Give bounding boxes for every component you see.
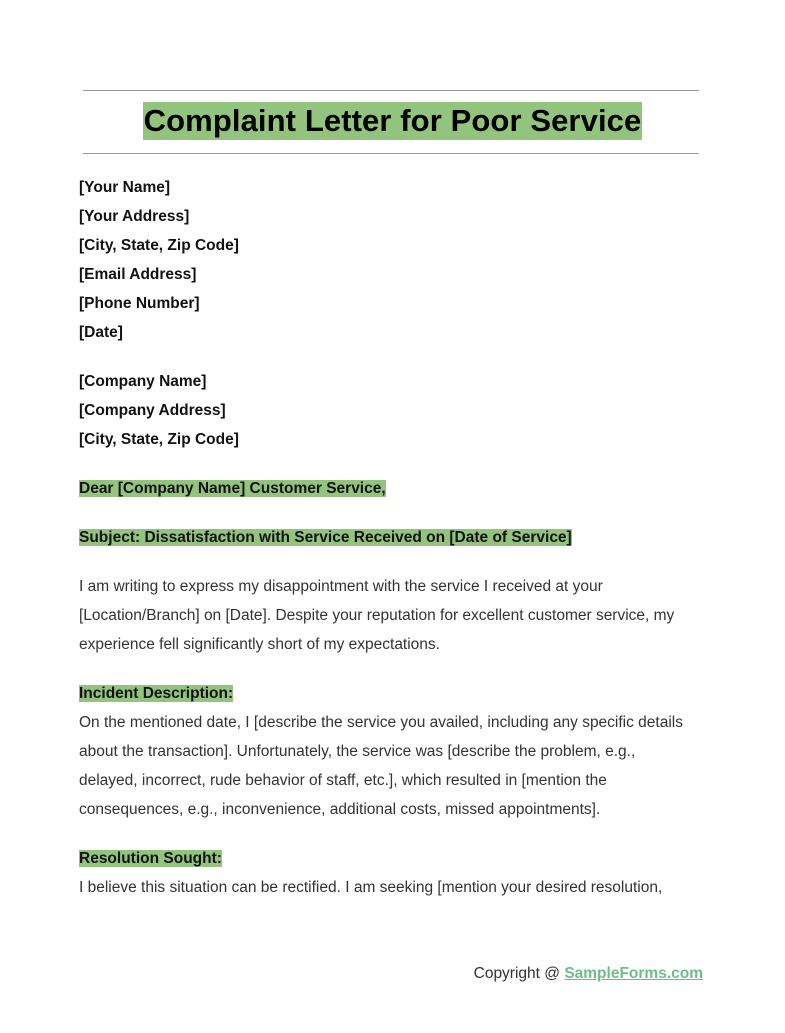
sender-address: [Your Address] (79, 208, 190, 225)
sender-block (79, 173, 709, 347)
letter-body (79, 173, 709, 902)
recipient-company-name: [Company Name] (79, 373, 207, 390)
intro-paragraph (79, 572, 709, 659)
incident-line: delayed, incorrect, rude behavior of staff, etc.], which resulted in [mention the (79, 772, 607, 789)
incident-heading: Incident Description: (79, 685, 234, 702)
incident-paragraph (79, 708, 709, 824)
spacer (79, 552, 709, 572)
salutation: Dear [Company Name] Customer Service, (79, 480, 386, 497)
resolution-line: I believe this situation can be rectified. I am seeking [mention your desired resolution, (79, 879, 663, 896)
recipient-block (79, 367, 709, 454)
incident-heading-line (79, 679, 709, 708)
copyright-prefix: Copyright @ (473, 965, 565, 982)
intro-line: experience fell significantly short of my expectations. (79, 636, 440, 653)
brand-link[interactable]: SampleForms.com (564, 965, 703, 982)
spacer (79, 824, 709, 844)
incident-line: about the transaction]. Unfortunately, the service was [describe the problem, e.g., (79, 743, 636, 760)
title-bottom-rule (83, 153, 699, 154)
intro-line: I am writing to express my disappointment with the service I received at your (79, 578, 603, 595)
spacer (79, 659, 709, 679)
title-top-rule (83, 90, 699, 91)
resolution-paragraph (79, 873, 709, 902)
intro-line: [Location/Branch] on [Date]. Despite your reputation for excellent customer service, my (79, 607, 675, 624)
sender-phone: [Phone Number] (79, 295, 200, 312)
subject-line (79, 523, 709, 552)
copyright-footer (474, 962, 703, 986)
resolution-heading: Resolution Sought: (79, 850, 222, 867)
recipient-city-state-zip: [City, State, Zip Code] (79, 431, 239, 448)
recipient-company-address: [Company Address] (79, 402, 226, 419)
spacer (79, 503, 709, 523)
spacer (79, 454, 709, 474)
title-container (0, 102, 785, 140)
salutation-line (79, 474, 709, 503)
spacer (79, 347, 709, 367)
subject: Subject: Dissatisfaction with Service Received on [Date of Service] (79, 529, 572, 546)
resolution-heading-line (79, 844, 709, 873)
incident-line: On the mentioned date, I [describe the service you availed, including any specific details (79, 714, 683, 731)
sender-name: [Your Name] (79, 179, 171, 196)
sender-email: [Email Address] (79, 266, 197, 283)
sender-date: [Date] (79, 324, 123, 341)
incident-line: consequences, e.g., inconvenience, additional costs, missed appointments]. (79, 801, 601, 818)
sender-city-state-zip: [City, State, Zip Code] (79, 237, 239, 254)
page-title: Complaint Letter for Poor Service (143, 103, 642, 138)
